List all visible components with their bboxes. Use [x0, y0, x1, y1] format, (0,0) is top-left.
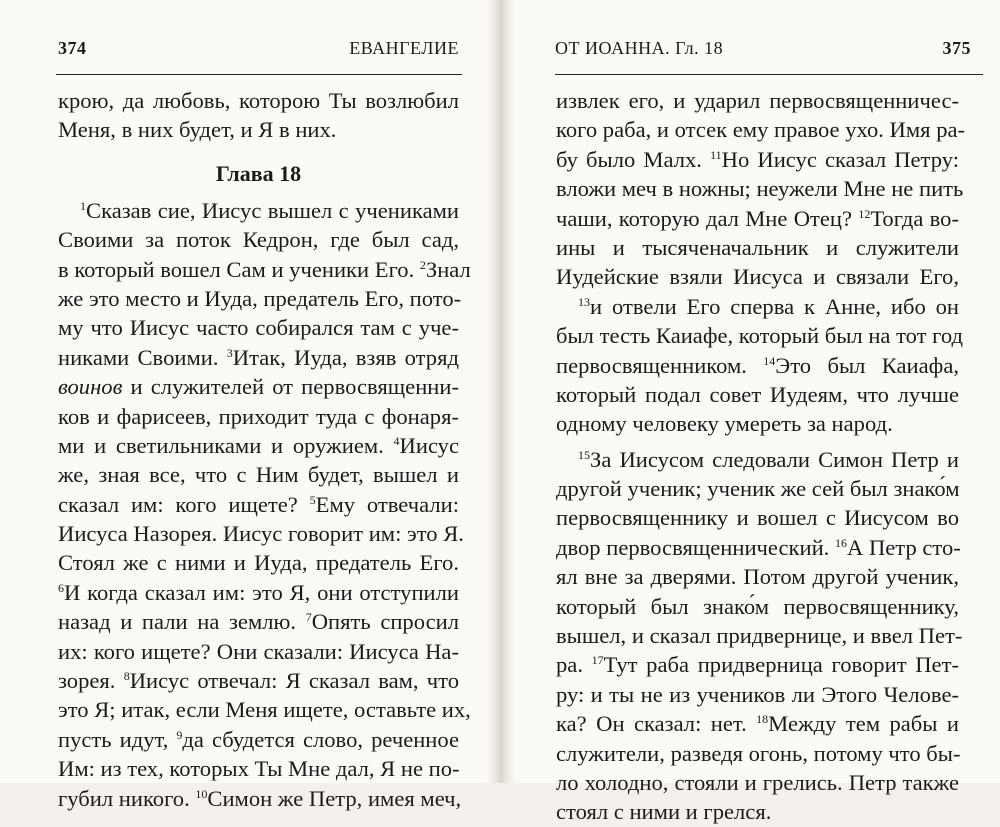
page-number-right: 375: [942, 38, 971, 58]
verse-number: 6: [58, 580, 64, 595]
text-line: [58, 548, 459, 577]
text-line: [556, 650, 959, 679]
running-head-left: ЕВАНГЕЛИЕ: [349, 38, 459, 58]
line-text: пусть идут,: [58, 726, 169, 752]
verse-number: 5: [309, 492, 316, 507]
verse-number: 4: [393, 433, 400, 448]
line-text: Иисус: [399, 432, 459, 458]
chapter-title: Глава 18: [215, 160, 302, 186]
text-line: [58, 225, 459, 254]
verse-number: 16: [834, 535, 847, 550]
line-text: Симон же Петр, имея меч,: [207, 785, 462, 811]
right-page: [515, 0, 1000, 825]
line-text: извлек его, и ударил первосвященничес-: [556, 88, 959, 113]
header-rule-left: [56, 74, 462, 75]
text-line: [556, 351, 959, 380]
line-text: их: кого ищете? Они сказали: Иисуса На-: [58, 638, 459, 664]
line-text: ял вне за дверями. Потом другой ученик,: [556, 564, 959, 590]
text-line: [556, 262, 959, 291]
text-line: [58, 519, 464, 548]
text-line: [556, 174, 964, 203]
line-text: А Петр сто-: [846, 534, 961, 560]
line-text: ка? Он сказал: нет.: [556, 711, 747, 737]
text-line: [58, 578, 459, 607]
text-line: [58, 784, 462, 813]
line-text: зорея.: [58, 668, 116, 694]
text-line: [556, 292, 959, 321]
running-head-right: ОТ ИОАННА. Гл. 18: [555, 38, 724, 58]
verse-number: 17: [591, 653, 604, 668]
text-line: [58, 666, 459, 695]
verse-number: 8: [123, 669, 130, 684]
line-text: и отвели Его сперва к Анне, ибо он: [590, 293, 959, 319]
line-text: ра.: [556, 652, 583, 678]
text-line: [58, 754, 459, 783]
line-text: кого раба, и отсек ему правое ухо. Имя ра-: [556, 117, 966, 143]
line-text: Но Иисус сказал Петру:: [721, 146, 959, 172]
text-line: [556, 533, 959, 562]
text-line: [556, 321, 964, 350]
text-line: [556, 562, 959, 591]
verse-number: 12: [858, 206, 871, 221]
italic-word: воинов: [58, 374, 123, 400]
line-text: же это место и Иуда, предатель Его, пото-: [58, 285, 462, 311]
line-text: в который вошел Сам и ученики Его.: [58, 256, 415, 282]
line-text: это Я; итак, если Меня ищете, оставьте их,: [58, 697, 471, 723]
text-line: [556, 503, 959, 532]
text-line: [556, 204, 959, 233]
line-text: Итак, Иуда, взяв отряд: [232, 344, 459, 370]
line-text: же, зная все, что с Ним будет, вышел и: [58, 462, 459, 488]
text-line: крою, да любовь, которою Ты возлюбил: [58, 88, 459, 113]
text-line: [58, 372, 459, 401]
text-line: [58, 402, 459, 431]
line-text: Им: из тех, которых Ты Мне дал, Я не по-: [58, 756, 460, 782]
line-text: был тесть Каиафе, который был на тот год: [556, 323, 964, 349]
line-text: другой ученик; ученик же сей был знако́м: [556, 476, 960, 502]
line-text: Тогда во-: [870, 205, 959, 231]
text-line: [556, 739, 959, 768]
text-line: [58, 255, 471, 284]
verse-lines: [556, 86, 966, 827]
text-line: Меня, в них будет, и Я в них.: [58, 117, 337, 143]
line-text: И когда сказал им: это Я, они отступили: [64, 579, 459, 605]
line-text: ми и светильниками и оружием.: [58, 432, 384, 458]
line-text: да сбудется слово, реченное: [182, 726, 460, 752]
line-text: чаши, которую дал Мне Отец?: [556, 205, 853, 231]
text-line: [58, 725, 459, 754]
line-text: Это был Каиафа,: [775, 352, 959, 378]
book-gutter: [487, 0, 515, 783]
verse-number: 11: [710, 147, 722, 162]
line-text: вложи меч в ножны; неужели Мне не пить: [556, 176, 964, 202]
line-text: Иисуса Назорея. Иисус говорит им: это Я.: [58, 521, 464, 547]
line-text: Опять спросил: [311, 609, 459, 635]
verse-number: 15: [578, 447, 590, 462]
text-line: [58, 313, 459, 342]
verse-number: 14: [763, 353, 776, 368]
text-line: [556, 709, 959, 738]
verse-lines: [58, 196, 471, 813]
line-text: первосвященнику и вошел с Иисусом во: [556, 505, 959, 531]
text-line: [58, 460, 459, 489]
text-line: [58, 490, 459, 519]
line-text: Иисус отвечал: Я сказал вам, что: [129, 668, 459, 694]
text-line: [58, 196, 459, 225]
text-line: [58, 607, 459, 636]
text-line: [556, 115, 966, 144]
verse-number: 7: [305, 610, 312, 625]
line-text: ины и тысяченачальник и служители: [556, 234, 959, 260]
text-line: [556, 145, 959, 174]
verse-number: 10: [195, 786, 208, 801]
header-rule-right: [555, 74, 983, 75]
line-text: двор первосвященнический.: [556, 534, 830, 560]
line-text: и служителей от первосвященни-: [122, 374, 459, 400]
text-line: [58, 284, 462, 313]
line-text: стоял с ними и грелся.: [556, 799, 772, 825]
line-text: который был знако́м первосвященнику,: [556, 593, 959, 619]
text-line: [556, 86, 959, 115]
line-text: Ему отвечали:: [315, 491, 459, 517]
text-line: [58, 637, 459, 666]
line-text: Тут раба придверница говорит Пет-: [603, 652, 959, 678]
verse-number: 3: [226, 345, 233, 360]
line-text: Между тем рабы и: [768, 711, 959, 737]
text-line: [58, 431, 459, 460]
line-text: му что Иисус часто собирался там с уче-: [58, 315, 459, 341]
left-page: [0, 0, 487, 811]
text-line: [556, 474, 959, 503]
page-number-left: 374: [58, 38, 87, 58]
line-text: бу было Малх.: [556, 146, 702, 172]
line-text: За Иисусом следовали Симон Петр и: [590, 446, 959, 472]
line-text: Сказав сие, Иисус вышел с учениками: [86, 197, 459, 223]
line-text: который подал совет Иудеям, что лучше: [556, 381, 959, 407]
text-line: [556, 445, 959, 474]
text-line: [556, 680, 959, 709]
verse-number: 9: [176, 727, 183, 742]
verse-number: 18: [756, 712, 769, 727]
text-line: [58, 343, 459, 372]
verse-number: 1: [80, 198, 86, 213]
text-line: [58, 695, 471, 724]
line-text: назад и пали на землю.: [58, 609, 297, 635]
line-text: Своими за поток Кедрон, где был сад,: [58, 227, 459, 253]
text-line: [556, 797, 959, 826]
text-line: [556, 380, 959, 409]
text-line: [556, 621, 963, 650]
line-text: вышел, и сказал придвернице, и ввел Пет-: [556, 623, 963, 649]
line-text: служители, разведя огонь, потому что бы-: [556, 740, 961, 766]
left-text-block: [58, 86, 471, 813]
line-text: сказал им: кого ищете?: [58, 491, 298, 517]
line-text: Знал: [425, 256, 471, 282]
verse-number: 2: [419, 257, 426, 272]
line-text: ков и фарисеев, приходит туда с фонаря-: [58, 403, 459, 429]
line-text: ру: и ты не из учеников ли Этого Челове-: [556, 681, 959, 707]
line-text: первосвященником.: [556, 352, 747, 378]
line-text: одному человеку умереть за народ.: [556, 411, 893, 437]
verse-number: 13: [578, 294, 590, 309]
line-text: Стоял же с ними и Иуда, предатель Его.: [58, 550, 459, 576]
line-text: ло холодно, стояли и грелись. Петр также: [556, 769, 959, 795]
text-line: [556, 409, 959, 438]
line-text: Иудейские взяли Иисуса и связали Его,: [556, 264, 959, 290]
text-line: [556, 592, 959, 621]
text-line: [556, 233, 959, 262]
line-text: никами Своими.: [58, 344, 219, 370]
right-text-block: [556, 86, 966, 827]
line-text: губил никого.: [58, 785, 190, 811]
